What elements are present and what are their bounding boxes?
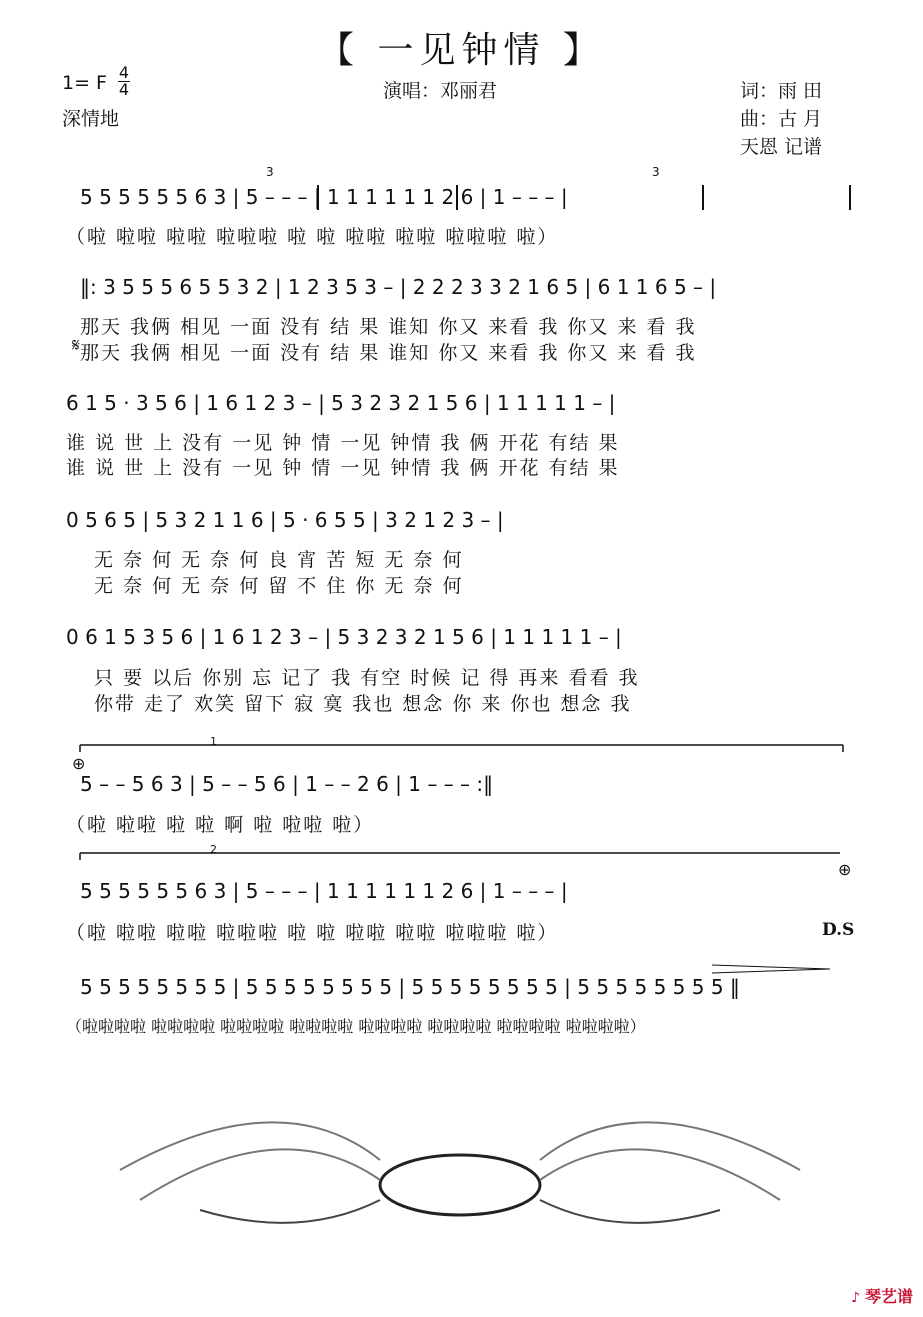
row-1-notes [80,185,850,210]
time-bottom: 4 [118,80,130,99]
lyrics-row4-verse2: 无 奈 何 无 奈 何 留 不 住 你 无 奈 何 [94,575,464,597]
lyrics-row5-verse1: 只 要 以后 你别 忘 记了 我 有空 时候 记 得 再来 看看 我 [94,667,640,689]
singer: 演唱：邓丽君 [383,80,498,102]
row-7-notes [80,853,840,903]
row-4-notes [66,508,504,532]
svg-text:5 5 5 5 5 5 6 3 | 5 – –: 5 5 5 5 5 5 6 3 | 5 – – – | 1 1 1 1 1 1 2 6 | 1 – – – | [80,185,568,209]
segno-icon: 𝄋 [72,335,80,356]
coda-icon: ⊕ [838,860,852,879]
lyrics-row8: （啦啦啦啦 啦啦啦啦 啦啦啦啦 啦啦啦啦 啦啦啦啦 啦啦啦啦 啦啦啦啦 啦啦啦啦） [66,1017,646,1036]
triplet-label: 3 [652,165,660,179]
footer-brand-logo: ♪ 琴艺谱 [851,1287,913,1306]
expression-mark: 深情地 [62,108,120,130]
lyrics-row4-verse1: 无 奈 何 无 奈 何 良 宵 苦 短 无 奈 何 [94,549,464,571]
row-8-notes [80,965,830,999]
ornament-decoration [120,1122,800,1223]
key-signature: 1= F [62,72,107,94]
row-3-notes [66,391,615,415]
lyrics-row3-verse1: 谁 说 世 上 没有 一见 钟 情 一见 钟情 我 俩 开花 有结 果 [66,432,620,454]
time-top: 4 [118,63,130,82]
svg-text:6 1 5 · 3 5 6 | 1 6 1 2: 6 1 5 · 3 5 6 | 1 6 1 2 3 – | 5 3 2 3 2 1 5 6 | 1 1 1 1 1 – | [66,391,616,415]
composer: 曲：古 月 [740,108,823,130]
song-title: 【 一见钟情 】 [318,30,605,71]
lyrics-row3-verse2: 谁 说 世 上 没有 一见 钟 情 一见 钟情 我 俩 开花 有结 果 [66,457,620,479]
lyrics-row2-verse1: 那天 我俩 相见 一面 没有 结 果 谁知 你又 来看 我 你又 来 看 我 [80,316,697,338]
svg-text:0 5 6 5 | 5 3 2 1 1: 0 5 6 5 | 5 3 2 1 1 6 | 5 · 6 5 5 | 3 2 1 2 3 – | [66,508,504,532]
svg-text:5 5 5 5 5 5 5 5 | 5 5 5 5 5: 5 5 5 5 5 5 5 5 | 5 5 5 5 5 5 5 5 | 5 5 5 5 5 5 5 5 | 5 5 5 5 5 5 5 5 ‖ [80,975,740,999]
svg-text:5 – – 5 6 3 | 5 – –: 5 – – 5 6 3 | 5 – – 5 6 | 1 – – 2 6 | 1 – – – :‖ [80,772,494,796]
lyrics-row2-verse2: 那天 我俩 相见 一面 没有 结 果 谁知 你又 来看 我 你又 来 看 我 [80,342,697,364]
transcriber: 天恩 记谱 [740,136,823,158]
lyrics-row7: （啦 啦啦 啦啦 啦啦啦 啦 啦 啦啦 啦啦 啦啦啦 啦） [66,922,559,944]
ds-marker: D.S [822,920,855,940]
lyrics-row5-verse2: 你带 走了 欢笑 留下 寂 寞 我也 想念 你 来 你也 想念 我 [94,693,632,715]
row-5-notes [66,625,622,649]
footer-brand-text: 琴艺谱 [864,1287,913,1306]
ending-1-label: 1 [210,735,217,748]
svg-text:0 6 1 5 3 5 6 | 1 6 1 2 3: 0 6 1 5 3 5 6 | 1 6 1 2 3 – | 5 3 2 3 2 1 5 6 | 1 1 1 1 1 – | [66,625,622,649]
svg-text:5 5 5 5 5 5 6 3 | 5 – –: 5 5 5 5 5 5 6 3 | 5 – – – | 1 1 1 1 1 1 2 6 | 1 – – – | [80,879,568,903]
row-6-notes [80,745,843,796]
coda-icon: ⊕ [72,754,86,773]
ending-2-label: 2 [210,843,217,856]
lyricist: 词：雨 田 [740,80,823,102]
row-2-notes [80,275,716,299]
lyrics-row6: （啦 啦啦 啦 啦 啊 啦 啦啦 啦） [66,814,375,836]
triplet-label: 3 [266,165,274,179]
svg-text:‖: 3 5 5 5 6 5 5 3 2 | 1 2: ‖: 3 5 5 5 6 5 5 3 2 | 1 2 3 5 3 – | 2 2 2 3 3 2 1 6 5 | 6 1 1 6 5 – | [80,275,717,299]
lyrics-intro: （啦 啦啦 啦啦 啦啦啦 啦 啦 啦啦 啦啦 啦啦啦 啦） [66,226,559,248]
